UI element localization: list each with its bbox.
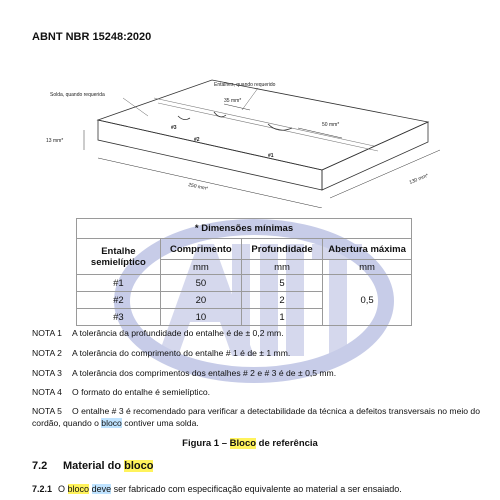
note-text: A tolerância da profundidade do entalhe é de ± 0,2 mm. — [72, 328, 284, 338]
note-text: O formato do entalhe é semielíptico. — [72, 387, 211, 397]
note-label: NOTA 4 — [32, 387, 62, 397]
section-title: Material do — [63, 460, 125, 472]
highlighted-word-deve: deve — [91, 484, 112, 494]
drawing-label-13mm: 13 mm* — [46, 138, 64, 144]
cell-max-opening: 0,5 — [323, 275, 412, 326]
note-label: NOTA 5 — [32, 406, 62, 416]
drawing-label-50mm: 50 mm* — [322, 122, 340, 128]
cell-depth: 1 — [241, 309, 322, 326]
figure-caption — [0, 438, 500, 449]
note-label: NOTA 3 — [32, 368, 62, 378]
table-row — [77, 275, 412, 292]
header-max-opening: Abertura máxima — [323, 239, 412, 260]
drawing-label-notch-3: #3 — [171, 125, 177, 131]
cell-depth: 2 — [241, 292, 322, 309]
minimum-dimensions-table — [76, 218, 412, 326]
clause-7-2-1 — [32, 484, 402, 494]
highlighted-word: bloco — [124, 460, 154, 472]
cell-notch: #3 — [77, 309, 161, 326]
note-3 — [32, 368, 480, 378]
cell-depth: 5 — [241, 275, 322, 292]
caption-suffix: de referência — [256, 438, 318, 449]
note-text: A tolerância dos comprimentos dos entalhes # 2 e # 3 é de ± 0,5 mm. — [72, 368, 337, 378]
cell-notch: #1 — [77, 275, 161, 292]
cell-length: 10 — [160, 309, 241, 326]
cell-length: 50 — [160, 275, 241, 292]
drawing-label-notch-2: #2 — [194, 137, 200, 143]
note-text: O entalhe # 3 é recomendado para verificar a detectabilidade da técnica a defeitos transversais no meio do cordão, quando o — [32, 406, 480, 428]
unit-length: mm — [160, 260, 241, 275]
clause-text-start: O — [58, 484, 68, 494]
drawing-label-130mm: 130 mm* — [408, 172, 430, 186]
table-title: * Dimensões mínimas — [77, 219, 412, 239]
note-text: A tolerância do comprimento do entalhe # 1 é de ± 1 mm. — [72, 348, 291, 358]
cell-notch: #2 — [77, 292, 161, 309]
unit-max-opening: mm — [323, 260, 412, 275]
header-notch-line2: semielíptico — [90, 256, 146, 268]
section-number: 7.2 — [32, 460, 48, 472]
unit-depth: mm — [241, 260, 322, 275]
drawing-label-250mm: 250 mm* — [187, 182, 209, 193]
header-depth: Profundidade — [241, 239, 322, 260]
note-5 — [32, 406, 480, 429]
header-notch-line1: Entalhe — [101, 245, 136, 257]
section-heading — [32, 460, 153, 472]
caption-prefix: Figura 1 – — [182, 438, 230, 449]
note-label: NOTA 1 — [32, 328, 62, 338]
drawing-label-notch-1: #1 — [268, 153, 274, 159]
drawing-label-35mm: 35 mm* — [224, 98, 242, 104]
highlighted-word: Bloco — [229, 438, 257, 449]
highlighted-word: bloco — [67, 484, 90, 494]
clause-number: 7.2.1 — [32, 484, 53, 494]
page-header-standard: ABNT NBR 15248:2020 — [32, 31, 152, 43]
header-notch — [77, 239, 161, 275]
clause-text-end: ser fabricado com especificação equivalente ao material a ser ensaiado. — [111, 484, 402, 494]
note-label: NOTA 2 — [32, 348, 62, 358]
note-2 — [32, 348, 480, 358]
drawing-label-weld: Solda, quando requerida — [50, 92, 105, 98]
header-length: Comprimento — [160, 239, 241, 260]
note-4 — [32, 387, 480, 397]
highlighted-word: bloco — [101, 417, 122, 428]
drawing-label-notches: Entalhes, quando requerido — [214, 82, 276, 88]
cell-length: 20 — [160, 292, 241, 309]
note-text-end: contiver uma solda. — [121, 417, 199, 428]
reference-block-drawing — [28, 58, 488, 208]
note-1 — [32, 328, 480, 338]
